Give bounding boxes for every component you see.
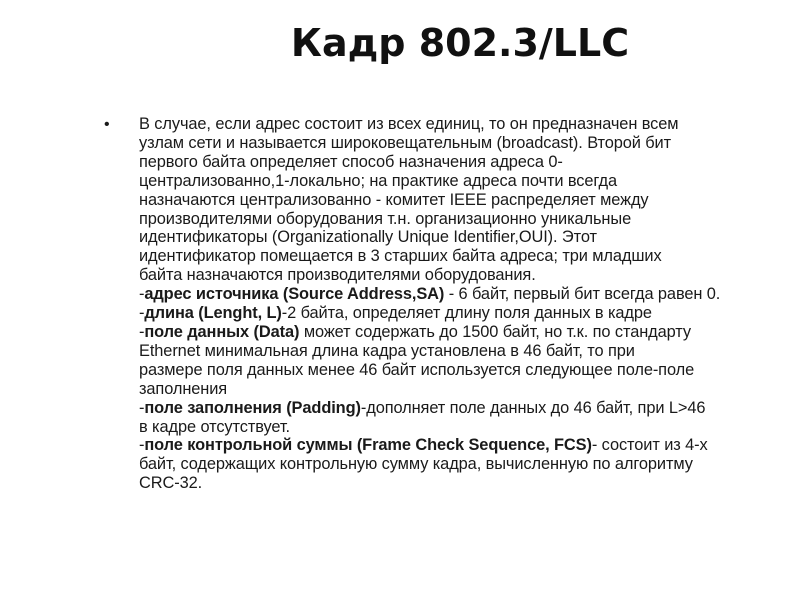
- dash-prefix: -: [139, 436, 145, 455]
- text-line: размере поля данных менее 46 байт используется следующее поле-поле: [139, 360, 695, 379]
- field-description: - состоит из 4-х: [591, 436, 708, 455]
- field-term: длина (Lenght, L): [144, 304, 282, 323]
- field-padding: [139, 399, 776, 418]
- text-line: централизованно,1-локально; на практике адреса почти всегда: [139, 171, 618, 190]
- dash-prefix: -: [139, 322, 145, 341]
- frame-description-text: [139, 115, 776, 493]
- field-source-address: [139, 285, 776, 304]
- text-line: В случае, если адрес состоит из всех единиц, то он предназначен всем: [139, 115, 679, 133]
- text-line: идентификатор помещается в 3 старших байта адреса; три младших: [139, 247, 662, 266]
- text-line: в кадре отсутствует.: [139, 417, 290, 436]
- dash-prefix: -: [139, 285, 145, 304]
- field-term: поле заполнения (Padding): [144, 398, 361, 417]
- field-description: -2 байта, определяет длину поля данных в кадре: [281, 304, 652, 323]
- bullet-point: •: [104, 116, 110, 133]
- field-data: [139, 323, 776, 342]
- slide-title: Кадр 802.3/LLC: [290, 21, 630, 65]
- field-description: может содержать до 1500 байт, но т.к. по стандарту: [299, 322, 691, 341]
- text-line: производителями оборудования т.н. организационно уникальные: [139, 209, 632, 228]
- text-line: первого байта определяет способ назначения адреса 0-: [139, 152, 563, 171]
- text-line: байта назначаются производителями оборудования.: [139, 266, 536, 285]
- text-line: байт, содержащих контрольную сумму кадра, вычисленную по алгоритму: [139, 455, 693, 474]
- text-line: узлам сети и называется широковещательным (broadcast). Второй бит: [139, 133, 672, 152]
- field-description: -дополняет поле данных до 46 байт, при L>46: [360, 398, 706, 417]
- field-term: адрес источника (Source Address,SA): [144, 285, 445, 304]
- text-line: идентификаторы (Organizationally Unique Identifier,OUI). Этот: [139, 228, 597, 247]
- dash-prefix: -: [139, 398, 145, 417]
- text-line: CRC-32.: [139, 474, 203, 493]
- field-description: - 6 байт, первый бит всегда равен 0.: [444, 285, 721, 304]
- field-term: поле данных (Data): [144, 322, 300, 341]
- field-fcs: [139, 436, 776, 455]
- text-line: Ethernet минимальная длина кадра установлена в 46 байт, то при: [139, 341, 635, 360]
- text-line: назначаются централизованно - комитет IEEE распределяет между: [139, 190, 649, 209]
- text-line: заполнения: [139, 379, 228, 398]
- field-length: [139, 304, 776, 323]
- dash-prefix: -: [139, 304, 145, 323]
- field-term: поле контрольной суммы (Frame Check Sequence, FCS): [144, 436, 592, 455]
- slide-content: [104, 115, 776, 493]
